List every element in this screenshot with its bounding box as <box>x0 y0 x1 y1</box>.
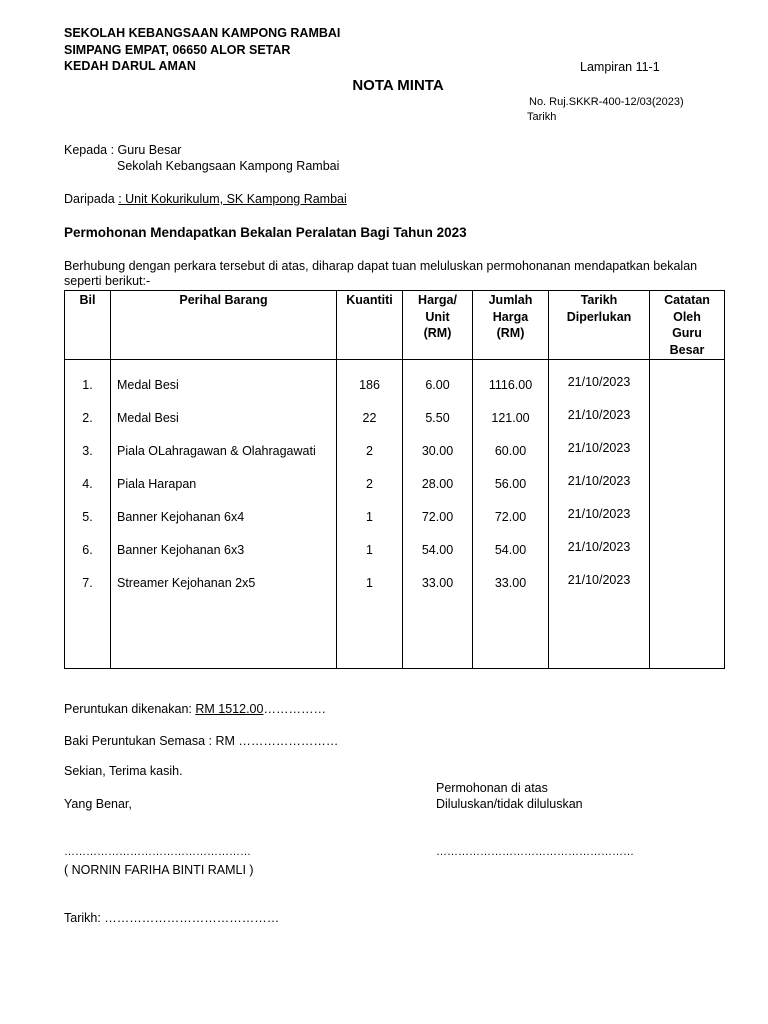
row-total: 54.00 <box>494 543 527 557</box>
row-bil: 5. <box>82 510 93 524</box>
row-date: 21/10/2023 <box>567 474 631 488</box>
subject-line: Permohonan Mendapatkan Bekalan Peralatan Bagi Tahun 2023 <box>64 225 467 240</box>
row-date: 21/10/2023 <box>567 540 631 554</box>
col-header-bil: Bil <box>65 291 111 360</box>
row-bil: 1. <box>82 378 93 392</box>
row-unit-price: 54.00 <box>421 543 454 557</box>
approval-line-1: Permohonan di atas <box>436 781 548 795</box>
row-total: 72.00 <box>494 510 527 524</box>
row-qty: 1 <box>366 510 373 524</box>
row-date: 21/10/2023 <box>567 507 631 521</box>
intro-line-1: Berhubung dengan perkara tersebut di atas, diharap dapat tuan meluluskan permohonanan mendapatkan bekalan <box>64 259 698 273</box>
table-body-row <box>65 360 725 669</box>
column-item <box>111 360 336 668</box>
recipient-school: Sekolah Kebangsaan Kampong Rambai <box>117 159 340 173</box>
signoff-line: Yang Benar, <box>64 797 132 811</box>
column-bil <box>65 360 110 668</box>
row-item: Banner Kejohanan 6x3 <box>117 543 245 557</box>
row-total: 56.00 <box>494 477 527 491</box>
col-header-qty: Kuantiti <box>337 291 403 360</box>
intro-line-2: seperti berikut:- <box>64 274 151 288</box>
document-title: NOTA MINTA <box>352 77 444 94</box>
col-header-unit-price: Harga/ Unit (RM) <box>403 291 473 360</box>
school-address-1: SIMPANG EMPAT, 06650 ALOR SETAR <box>64 43 291 57</box>
column-unit-price <box>403 360 472 668</box>
column-notes <box>650 360 724 668</box>
row-unit-price: 5.50 <box>425 411 450 425</box>
row-qty: 186 <box>359 378 380 392</box>
sender-line <box>64 192 347 206</box>
signature-dots: …………………………………………… <box>64 846 251 858</box>
row-unit-price: 30.00 <box>421 444 454 458</box>
row-date: 21/10/2023 <box>567 441 631 455</box>
school-address-2: KEDAH DARUL AMAN <box>64 59 196 73</box>
row-unit-price: 72.00 <box>421 510 454 524</box>
row-qty: 1 <box>366 543 373 557</box>
row-unit-price: 33.00 <box>421 576 454 590</box>
row-item: Banner Kejohanan 6x4 <box>117 510 245 524</box>
row-qty: 2 <box>366 477 373 491</box>
row-item: Medal Besi <box>117 411 179 425</box>
date-line: Tarikh: …………………………………… <box>64 911 280 925</box>
row-total: 1116.00 <box>488 378 533 392</box>
sender-value: : Unit Kokurikulum, SK Kampong Rambai <box>118 192 347 206</box>
sender-label: Daripada <box>64 192 119 206</box>
closing-line: Sekian, Terima kasih. <box>64 764 183 778</box>
row-item: Piala Harapan <box>117 477 197 491</box>
column-date <box>549 360 649 668</box>
balance-line: Baki Peruntukan Semasa : RM …………………… <box>64 734 339 748</box>
row-bil: 3. <box>82 444 93 458</box>
allocation-label: Peruntukan dikenakan: <box>64 702 196 716</box>
column-qty <box>337 360 402 668</box>
allocation-dots: …………… <box>263 702 326 716</box>
row-item: Medal Besi <box>117 378 179 392</box>
row-bil: 2. <box>82 411 93 425</box>
col-header-item: Perihal Barang <box>111 291 337 360</box>
row-total: 60.00 <box>494 444 527 458</box>
row-bil: 6. <box>82 543 93 557</box>
recipient-line: Kepada : Guru Besar <box>64 143 182 157</box>
approval-signature-dots: ……………………………………………… <box>436 846 634 858</box>
row-qty: 2 <box>366 444 373 458</box>
row-total: 33.00 <box>494 576 527 590</box>
signatory-name: ( NORNIN FARIHA BINTI RAMLI ) <box>64 863 254 877</box>
row-bil: 4. <box>82 477 93 491</box>
allocation-value: RM 1512.00 <box>195 702 264 716</box>
allocation-line <box>64 702 326 716</box>
reference-date-label: Tarikh <box>527 111 557 123</box>
column-total <box>473 360 548 668</box>
row-date: 21/10/2023 <box>567 375 631 389</box>
reference-number: No. Ruj.SKKR-400-12/03(2023) <box>529 96 684 108</box>
row-qty: 22 <box>362 411 377 425</box>
row-unit-price: 6.00 <box>425 378 450 392</box>
row-date: 21/10/2023 <box>567 573 631 587</box>
row-date: 21/10/2023 <box>567 408 631 422</box>
row-item: Streamer Kejohanan 2x5 <box>117 576 256 590</box>
col-header-total: Jumlah Harga (RM) <box>473 291 549 360</box>
table-header-row <box>65 291 725 360</box>
col-header-date: Tarikh Diperlukan <box>549 291 650 360</box>
school-name: SEKOLAH KEBANGSAAN KAMPONG RAMBAI <box>64 26 341 40</box>
items-table <box>64 290 725 669</box>
approval-line-2: Diluluskan/tidak diluluskan <box>436 797 583 811</box>
attachment-label: Lampiran 11-1 <box>580 60 660 74</box>
row-total: 121.00 <box>491 411 530 425</box>
row-qty: 1 <box>366 576 373 590</box>
col-header-notes: Catatan Oleh Guru Besar <box>650 291 725 360</box>
row-bil: 7. <box>82 576 93 590</box>
row-unit-price: 28.00 <box>421 477 454 491</box>
row-item: Piala OLahragawan & Olahragawati <box>117 444 316 458</box>
